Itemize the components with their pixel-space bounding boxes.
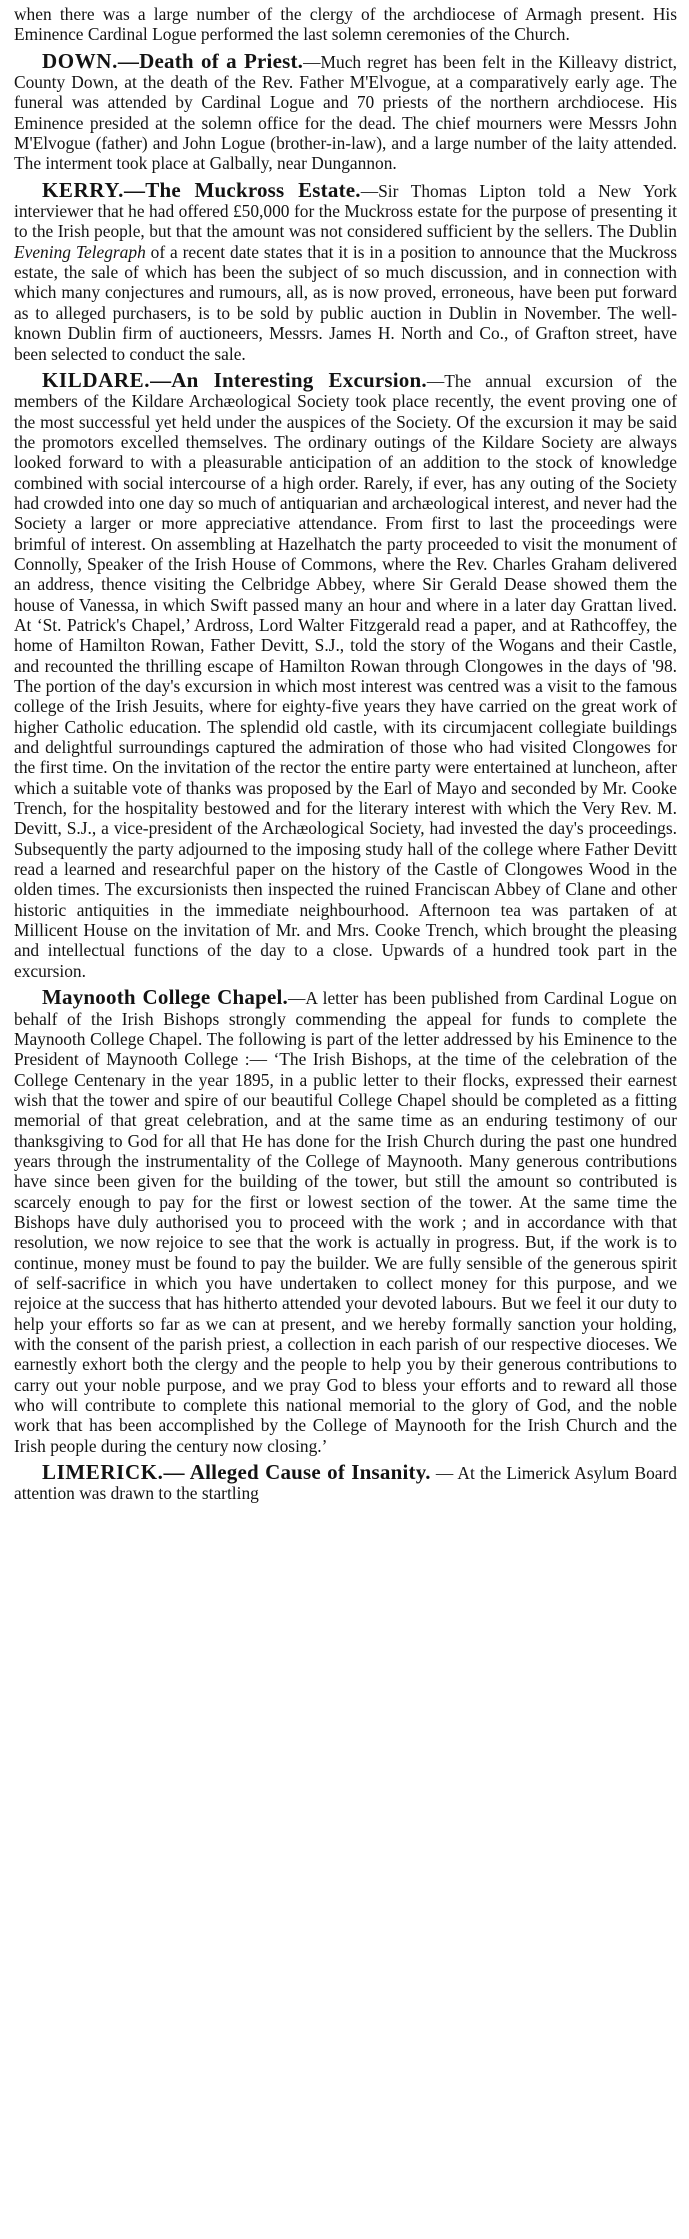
kerry-body-1: —Sir Thomas Lipton told a New York interviewer that he had offered £50,000 for the Muckross estate for the purpose of presenting it to the Irish people, but that the amount was not considered sufficient by the sellers. The Dublin <box>14 180 677 242</box>
down-title: —Death of a Priest. <box>117 48 304 73</box>
limerick-title: — Alleged Cause of Insanity. <box>163 1460 431 1485</box>
kerry-heading <box>42 178 361 202</box>
down-county: DOWN. <box>42 48 118 73</box>
down-paragraph <box>14 48 678 174</box>
kerry-paragraph <box>14 177 677 364</box>
down-body: —Much regret has been felt in the Killeavy district, County Down, at the death of the Rev. Father M'Elvogue, at a comparatively early age. The funeral was attended by Cardinal Logue and 70 priests of the northern archdiocese. His Eminence presided at the solemn office for the dead. The chief mourners were Messrs John M'Elvogue (father) and John Logue (brother-in-law), and a large number of the laity attended. The interment took place at Galbally, near Dungannon. <box>14 51 678 174</box>
kerry-title: —The Muckross Estate. <box>124 177 361 202</box>
down-heading <box>42 49 303 73</box>
kildare-county: KILDARE. <box>42 367 151 392</box>
kildare-body: —The annual excursion of the members of the Kildare Archæological Society took place recently, the event proving one of the most successful yet held under the auspices of the Society. Of the excursion it may be said the promotors excelled themselves. The ordinary outings of the Kildare Society are always looked forward to with a pleasurable anticipation of an addition to the stock of knowledge combined with social intercourse of a high order. Rarely, if ever, has any outing of the Society had crowded into one day so much of antiquarian and archæological interest, and never had the Society a larger or more appreciative attendance. From first to last the proceedings were brimful of interest. On assembling at Hazelhatch the party proceeded to visit the monument of Connolly, Speaker of the Irish House of Commons, where the Rev. Charles Graham delivered an address, thence visiting the Celbridge Abbey, where Sir Gerald Dease showed them the house of Vanessa, in which Swift passed many an hour and where in a later day Grattan lived. At ‘St. Patrick's Chapel,’ Ardross, Lord Walter Fitzgerald read a paper, and at Rathcoffey, the home of Hamilton Rowan, Father Devitt, S.J., told the story of the Wogans and their Castle, and recounted the thrilling escape of Hamilton Rowan through Clongowes in the days of '98. The portion of the day's excursion in which most interest was centred was a visit to the famous college of the Irish Jesuits, where for eighty-five years they have carried on the great work of higher Catholic education. The splendid old castle, with its circumjacent collegiate buildings and delightful surroundings captured the admiration of those who had visited Clongowes for the first time. On the invitation of the rector the entire party were entertained at luncheon, after which a suitable vote of thanks was proposed by the Earl of Mayo and seconded by Mr. Cooke Trench, for the hospitality bestowed and for the literary interest with which the Very Rev. M. Devitt, S.J., a vice-president of the Archæological Society, had invested the day's proceedings. Subsequently the party adjourned to the imposing study hall of the college where Father Devitt read a learned and researchful paper on the history of the Castle of Clongowes Wood in the olden times. The excursionists then inspected the ruined Franciscan Abbey of Clane and other historic antiquities in the immediate neighbourhood. Afternoon tea was partaken of at Millicent House on the invitation of Mr. and Mrs. Cooke Trench, which brought the pleasing and intellectual functions of the day to a close. Upwards of a hundred took part in the excursion. <box>14 370 677 981</box>
maynooth-paragraph <box>14 987 677 1456</box>
article-down <box>14 48 678 174</box>
article-maynooth <box>14 987 677 1456</box>
intro-paragraph: when there was a large number of the clergy of the archdiocese of Armagh present. His Eminence Cardinal Logue performed the last solemn ceremonies of the Church. <box>14 4 677 45</box>
limerick-heading <box>42 1460 431 1484</box>
article-limerick <box>14 1462 677 1504</box>
limerick-body: — At the Limerick Asylum Board attention was drawn to the startling <box>14 1463 677 1504</box>
kerry-county: KERRY. <box>42 177 125 202</box>
article-intro <box>14 4 677 45</box>
kildare-title: —An Interesting Excursion. <box>150 367 427 392</box>
maynooth-body: —A letter has been published from Cardinal Logue on behalf of the Irish Bishops strongly commending the appeal for funds to complete the Maynooth College Chapel. The following is part of the letter addressed by his Eminence to the President of Maynooth College :— ‘The Irish Bishops, at the time of the celebration of the College Centenary in the year 1895, in a public letter to their flocks, expressed their earnest wish that the tower and spire of our beautiful College Chapel should be completed as a fitting memorial of that great celebration, and at the same time as an enduring testimony of our thanksgiving to God for all that He has done for the Irish Church during the past one hundred years through the instrumentality of the College of Maynooth. Many generous contributions have since been given for the building of the tower, but still the amount so contributed is scarcely enough to pay for the first or lowest section of the tower. At the same time the Bishops have duly authorised you to proceed with the work ; and in accordance with that resolution, we now rejoice to see that the work is actually in progress. But, if the work is to continue, money must be found to pay the builder. We are fully sensible of the generous spirit of self-sacrifice in which you have undertaken to collect money for this purpose, and we rejoice at the success that has hitherto attended your devoted labours. But we feel it our duty to help your efforts so far as we can at present, and we hereby formally sanction your holding, with the consent of the parish priest, a collection in each parish of our respective dioceses. We earnestly exhort both the clergy and the people to help you by their generous contributions to carry out your noble purpose, and we pray God to bless your efforts and to reward all those who will contribute to complete this national memorial to the glory of God, and the noble work that has been accomplished by the College of Maynooth for the Irish Church and the Irish people during the century now closing.’ <box>14 988 677 1456</box>
kerry-body-2: of a recent date states that it is in a position to announce that the Muckross estate, the sale of which has been the subject of so much discussion, and in connection with which many conjectures and rumours, all, as is now proved, erroneous, have been put forward as to alleged purchasers, is to be sold by public auction in Dublin in November. The well-known Dublin firm of auctioneers, Messrs. James H. North and Co., of Grafton street, have been selected to conduct the sale. <box>14 241 677 364</box>
kildare-heading <box>42 368 427 392</box>
maynooth-heading: Maynooth College Chapel. <box>42 985 288 1010</box>
kildare-paragraph <box>14 367 677 981</box>
article-kerry <box>14 177 677 364</box>
limerick-county: LIMERICK. <box>42 1460 164 1485</box>
limerick-paragraph <box>14 1462 677 1504</box>
article-kildare <box>14 367 677 981</box>
kerry-newspaper-name: Evening Telegraph <box>14 241 146 262</box>
